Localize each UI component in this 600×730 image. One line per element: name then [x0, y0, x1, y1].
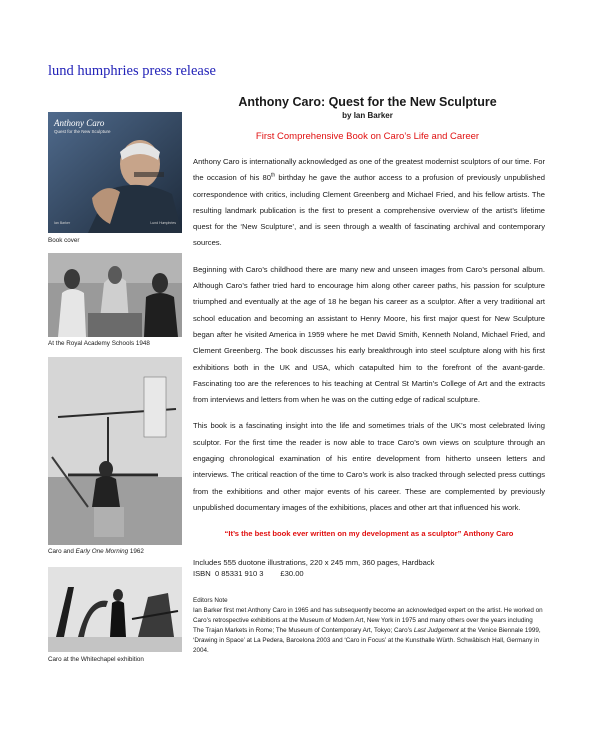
book-byline: by Ian Barker [342, 111, 393, 120]
royal-academy-photo-graphic [48, 253, 182, 337]
spec-isbn-price: ISBN 0 85331 910 3 £30.00 [193, 568, 304, 578]
paragraph-childhood: Beginning with Caro’s childhood there are many new and unseen images from Caro’s personal album. Although Caro’s father tried hard to encourage him along other career paths, his passion for sculpture triumphed and eventually at the age of 18 he began his career as a sculptor. After a very traditional art school education and becoming an assistant to Henry Moore, his first major quest for New Sculpture began after he visited America in 1959 where he met David Smith, Kenneth Noland, Michael Fried, and Clement Greenberg. The book discusses his early breakthrough into steel sculpture along with his first exhibitions both in the UK and USA, which catapulted him to the forefront of the avant-garde. Fascinating too are the references to his teaching at Central St Martin’s College of Art and the extracts from interviews and letters from when he was on the cutting edge of radical sculpture. [193, 264, 545, 405]
cover-subtitle: Quest for the New Sculpture [54, 129, 111, 134]
early-one-morning-photo [48, 357, 182, 545]
paragraph-insight: This book is a fascinating insight into the life and sometimes trials of the UK’s most celebrated living sculptor. For the first time the reader is now able to trace Caro’s own views on sculpture through an engaging chronological examination of his entire development from hitherto unseen letters and interviews. The critical reaction of the time to Caro’s work is also tracked through selected press cuttings from the exhibitions and other major events of his career. These are complemented by previously unpublished documentary images of the exhibitions, places and other art that influenced his work. [193, 421, 545, 512]
cover-author: Ian Barker [54, 221, 71, 225]
book-title: Anthony Caro: Quest for the New Sculpture [238, 95, 497, 109]
caption-whitechapel: Caro at the Whitechapel exhibition [48, 656, 144, 663]
caption-early-one-morning: Caro and Early One Morning 1962 [48, 548, 144, 555]
paragraph-intro: Anthony Caro is internationally acknowledged as one of the greatest modernist sculptors of our time. For the occasion of his 80th birthday he gave the author access to a profusion of previously unpublished correspondence with critics, including Clement Greenberg and Michael Fried, and his fellow artists. The resulting landmark publication is the first to present a comprehensive overview of the artist’s lifetime quest for the ‘New Sculpture’, and is seen through a wealth of fascinating archival and contemporary sources. [193, 157, 545, 248]
editors-note [193, 596, 545, 656]
editors-note-heading: Editors Note [193, 597, 228, 604]
book-specifications [193, 558, 434, 579]
pull-quote: “It’s the best book ever written on my development as a sculptor” Anthony Caro [224, 529, 514, 538]
whitechapel-photo [48, 567, 182, 652]
caption-book-cover: Book cover [48, 237, 80, 244]
editors-note-text: Ian Barker first met Anthony Caro in 1965 and has subsequently become an acknowledged expert on the artist. He worked on Caro’s retrospective exhibitions at the Museum of Modern Art, New York in 1975 and many others over the years including The Trajan Markets in Rome; The Museum of Contemporary Art, Tokyo; Caro’s Last Judgement at the Venice Biennale 1999, ‘Drawing in Space’ at La Pedera, Barcelona 2003 and ‘Caro in Focus’ at the Kunsthalle Würth. Schwäbisch Hall, Germany in 2004. [193, 607, 543, 654]
press-body [193, 154, 545, 526]
spec-details: Includes 555 duotone illustrations, 220 x 245 mm, 360 pages, Hardback [193, 558, 435, 567]
cover-title: Anthony Caro [54, 118, 105, 128]
book-cover-image [48, 112, 182, 233]
cover-publisher: Lund Humphries [150, 221, 176, 225]
caption-royal-academy: At the Royal Academy Schools 1948 [48, 340, 150, 347]
early-one-morning-photo-graphic [48, 357, 182, 545]
royal-academy-photo [48, 253, 182, 337]
press-release-brand: lund humphries press release [48, 63, 216, 79]
whitechapel-photo-graphic [48, 567, 182, 652]
book-subtitle: First Comprehensive Book on Caro’s Life and Career [255, 131, 480, 142]
